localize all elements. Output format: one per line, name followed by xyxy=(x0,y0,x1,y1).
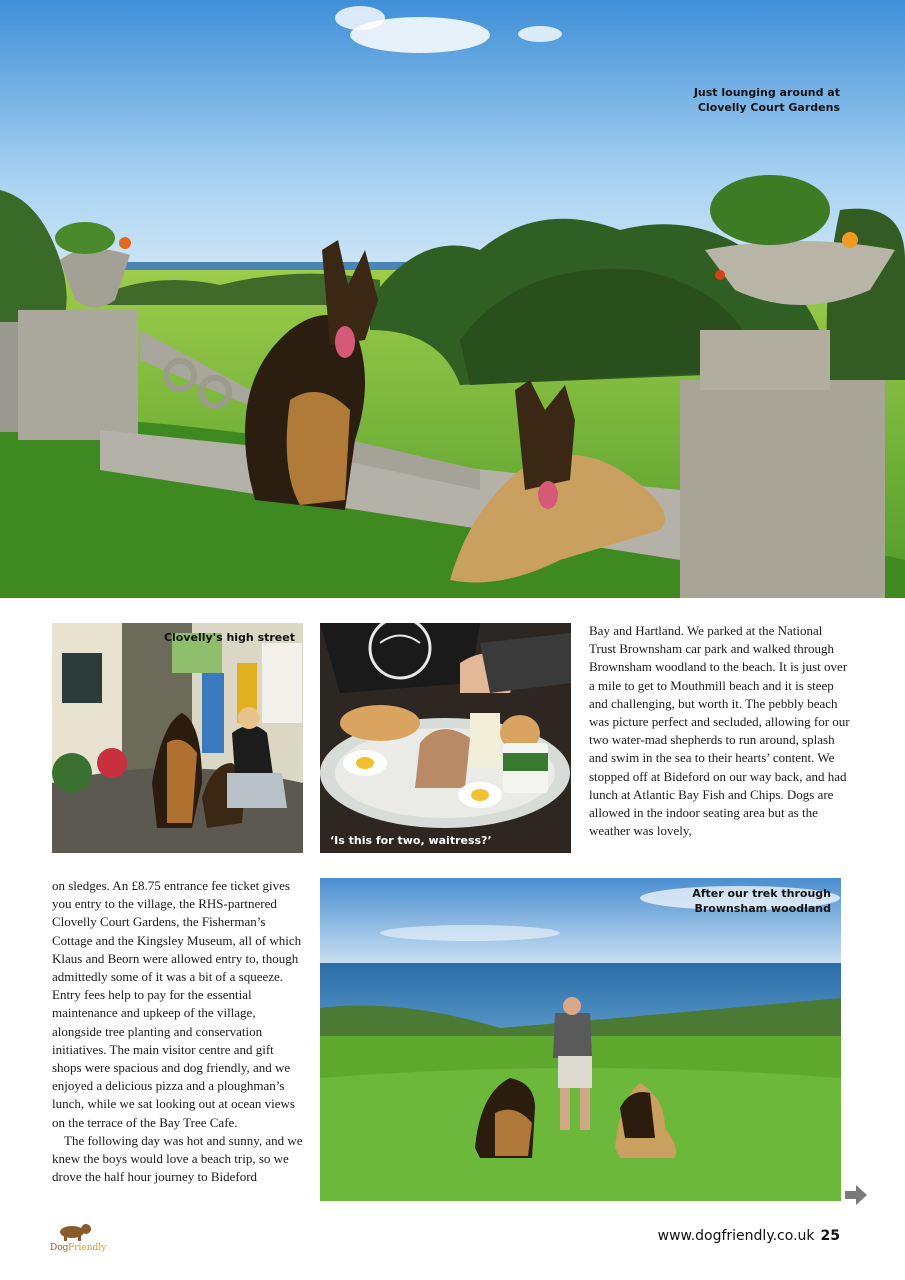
dogfriendly-logo xyxy=(50,1222,110,1252)
hero-caption-line1: Just lounging around at xyxy=(693,86,840,99)
svg-text:Friendly: Friendly xyxy=(68,1243,107,1252)
column-right-paragraph: Bay and Hartland. We parked at the National Trust Brownsham car park and walked through Brownsham woodland to the beach. It is just over a mile to get to Mouthmill beach and it is steep and challenging, but worth it. The pebbly beach was picture perfect and secluded, allowing for our two water-mad shepherds to run around, splash and swim in the sea to their hearts’ content. We stopped off at Bideford on our way back, and had lunch at Atlantic Bay Fish and Chips. Dogs are allowed in the indoor seating area but as the weather was lovely, xyxy=(589,623,850,839)
column-left-paragraph-1: on sledges. An £8.75 entrance fee ticket gives you entry to the village, the RHS-partnered Clovelly Court Gardens, the Fisherman’s Cottage and the Kingsley Museum, all of which Klaus and Beorn were allowed entry to, though admittedly some of it was a bit of a squeeze. Entry fees help to pay for the essential maintenance and upkeep of the village, alongside tree planting and conservation initiatives. The main visitor centre and gift shops were spacious and dog friendly, and we enjoyed a delicious pizza and a ploughman’s lunch, while we sat looking out at ocean views on the terrace of the Bay Tree Cafe. xyxy=(52,878,302,1130)
trek-caption-line2: Brownsham woodland xyxy=(694,902,831,915)
hero-caption xyxy=(620,85,840,115)
footer-url[interactable]: www.dogfriendly.co.uk xyxy=(657,1228,815,1244)
page-number: 25 xyxy=(820,1228,840,1244)
next-page-arrow-icon[interactable] xyxy=(845,1185,867,1205)
hero-caption-line2: Clovelly Court Gardens xyxy=(697,101,840,114)
trek-photo xyxy=(320,878,841,1201)
food-caption: ‘Is this for two, waitress?’ xyxy=(330,834,492,847)
column-left-paragraph-2: The following day was hot and sunny, and we knew the boys would love a beach trip, so we drove the half hour journey to Bideford xyxy=(52,1132,303,1185)
street-caption: Clovelly's high street xyxy=(163,631,295,644)
column-right-text xyxy=(589,622,851,840)
trek-caption xyxy=(620,886,831,916)
column-left-text xyxy=(52,877,304,1186)
trek-caption-line1: After our trek through xyxy=(692,887,831,900)
svg-text:Dog: Dog xyxy=(50,1243,69,1252)
street-photo xyxy=(52,623,303,853)
food-photo xyxy=(320,623,571,853)
footer xyxy=(658,1228,840,1244)
